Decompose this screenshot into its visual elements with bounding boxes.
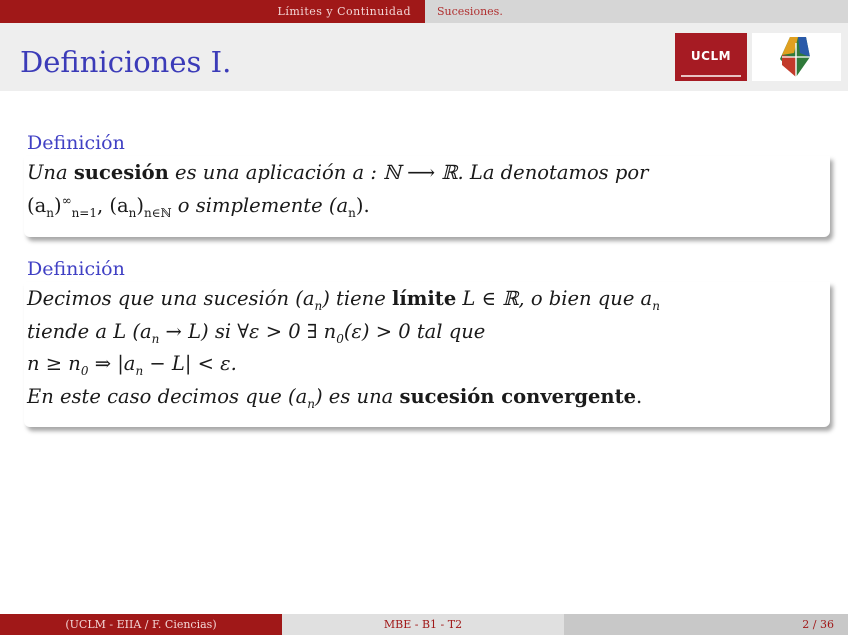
block-line	[27, 157, 820, 190]
subscript: n∈ℕ	[143, 205, 172, 220]
nav-section[interactable]: Límites y Continuidad	[0, 0, 425, 23]
block-line	[27, 348, 820, 381]
frame-title: Definiciones I.	[20, 45, 232, 79]
math-run: (a	[27, 193, 47, 217]
block-title: Definición	[27, 258, 125, 280]
definition-block-2	[24, 256, 830, 427]
math-run: , (a	[97, 193, 129, 217]
subscript: n	[652, 298, 660, 313]
block-line	[27, 283, 820, 316]
top-navigation	[0, 0, 848, 23]
text-run: . La denotamos por	[457, 161, 649, 184]
math-run: )	[136, 193, 144, 217]
block-line	[27, 316, 820, 349]
nav-subsection[interactable]: Sucesiones.	[425, 0, 848, 23]
subscript: n	[46, 205, 54, 220]
block-title: Definición	[27, 132, 125, 154]
text-run: ) tiene	[322, 287, 392, 310]
text-run: Decimos que una sucesión (a	[27, 287, 315, 310]
subscript: n	[307, 396, 315, 411]
text-run: En este caso decimos que (a	[27, 384, 308, 408]
text-run: → L) si ∀ε > 0 ∃ n	[159, 319, 337, 343]
definition-block-1	[24, 130, 830, 237]
footer-institution: (UCLM - EIIA / F. Ciencias)	[0, 614, 282, 635]
text-run: tiende a L (a	[27, 319, 152, 343]
subscript: n	[135, 363, 144, 378]
text-run: (ε) > 0 tal que	[343, 319, 486, 343]
subscript: 0	[80, 363, 89, 378]
subscript: 0	[336, 331, 344, 346]
faculty-logo	[752, 33, 841, 81]
text-run: .	[635, 384, 643, 408]
text-run: Una	[27, 161, 74, 184]
block-line	[27, 381, 820, 414]
math-run: a : ℕ ⟶ ℝ	[352, 161, 458, 184]
uclm-logo-strip	[681, 75, 741, 77]
bold-term: sucesión	[73, 161, 169, 184]
text-run: L ∈ ℝ, o bien que a	[456, 287, 653, 310]
text-run: es una aplicación	[168, 161, 353, 184]
math-run: )	[53, 193, 62, 217]
uclm-logo	[675, 33, 747, 81]
subscript: n=1	[71, 205, 97, 220]
block-body	[24, 156, 830, 237]
footer-page-number: 2 / 36	[564, 614, 848, 635]
block-body	[24, 282, 830, 427]
uclm-logo-text: UCLM	[690, 49, 732, 63]
subscript: n	[348, 205, 356, 220]
text-run: − L| < ε.	[143, 352, 237, 375]
footer-course: MBE - B1 - T2	[282, 614, 564, 635]
math-run: ).	[355, 193, 370, 217]
subscript: n	[128, 205, 137, 220]
bold-term: sucesión convergente	[399, 384, 636, 408]
footer	[0, 614, 848, 635]
faculty-logo-icon	[752, 33, 841, 81]
superscript: ∞	[61, 193, 72, 207]
block-line	[27, 190, 820, 223]
text-run: o simplemente (a	[171, 193, 349, 217]
text-run: ) es una	[314, 384, 400, 408]
text-run: ⇒ |a	[88, 352, 136, 375]
bold-term: límite	[391, 287, 457, 310]
subscript: n	[314, 298, 323, 313]
text-run: n ≥ n	[27, 352, 81, 375]
subscript: n	[151, 331, 160, 346]
